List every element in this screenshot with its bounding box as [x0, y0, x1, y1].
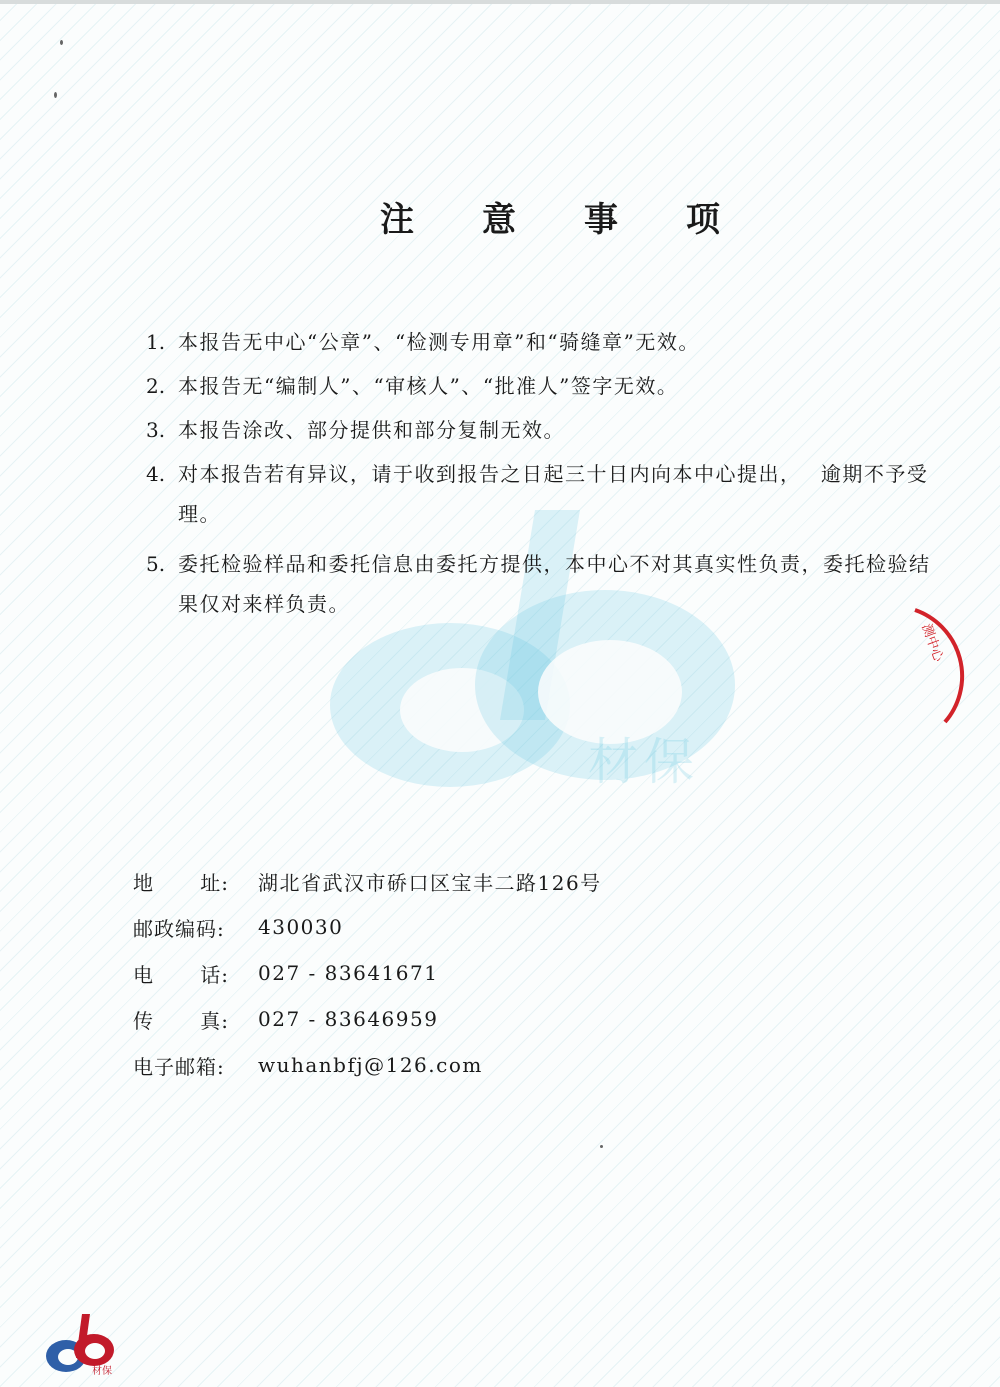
- notice-text: 本报告涂改、部分提供和部分复制无效。: [178, 418, 565, 442]
- notice-item: [146, 454, 946, 534]
- notice-number: 3.: [146, 418, 166, 442]
- contact-label: 邮政编码:: [133, 916, 225, 941]
- red-seal-stamp-icon: [860, 590, 980, 730]
- notice-number: 4.: [146, 462, 166, 486]
- contact-row-postcode: [133, 904, 602, 950]
- contact-row-fax: [133, 996, 602, 1042]
- notice-item: [146, 544, 946, 624]
- title-char: 项: [686, 200, 720, 240]
- notice-item: [146, 322, 946, 362]
- notice-text: 对本报告若有异议，请于收到报告之日起三十日内向本中心提出， 逾期不予受理。: [178, 462, 929, 526]
- title-char: 事: [584, 200, 618, 240]
- contact-label: 传 真:: [133, 1008, 229, 1033]
- notice-text: 本报告无中心“公章”、“检测专用章”和“骑缝章”无效。: [178, 330, 700, 354]
- contact-row-address: [133, 858, 602, 904]
- cb-logo-icon: [44, 1310, 124, 1380]
- title-char: 意: [482, 200, 516, 240]
- contact-value-address: 湖北省武汉市硚口区宝丰二路126号: [258, 870, 602, 895]
- contact-value-email: wuhanbfj@126.com: [258, 1053, 483, 1077]
- notice-text: 委托检验样品和委托信息由委托方提供，本中心不对其真实性负责，委托检验结果仅对来样负责。: [178, 552, 931, 616]
- contact-label: 地 址:: [133, 870, 229, 895]
- logo-text: 材保: [92, 1366, 112, 1377]
- contact-row-phone: [133, 950, 602, 996]
- notice-number: 5.: [146, 552, 166, 576]
- notice-text: 本报告无“编制人”、“审核人”、“批准人”签字无效。: [178, 374, 679, 398]
- contact-value-fax: 027 - 83646959: [258, 1007, 439, 1031]
- contact-label: 电 话:: [133, 962, 229, 987]
- scan-top-edge: [0, 0, 1000, 4]
- contact-row-email: [133, 1042, 602, 1088]
- notice-item: [146, 410, 946, 450]
- notice-item: [146, 366, 946, 406]
- notice-number: 1.: [146, 330, 166, 354]
- contact-value-phone: 027 - 83641671: [258, 961, 439, 985]
- stamp-text: 测中心: [918, 622, 946, 664]
- scan-speck: [600, 1145, 603, 1148]
- notice-list: [146, 322, 946, 624]
- contact-label: 电子邮箱:: [133, 1054, 225, 1079]
- scan-speck: [54, 92, 57, 98]
- contact-value-postcode: 430030: [258, 915, 344, 939]
- scan-speck: [60, 40, 63, 45]
- notice-number: 2.: [146, 374, 166, 398]
- title-char: 注: [380, 200, 414, 240]
- contact-info: [133, 858, 602, 1088]
- page-title: [380, 192, 720, 241]
- watermark-text: 材保: [588, 733, 700, 791]
